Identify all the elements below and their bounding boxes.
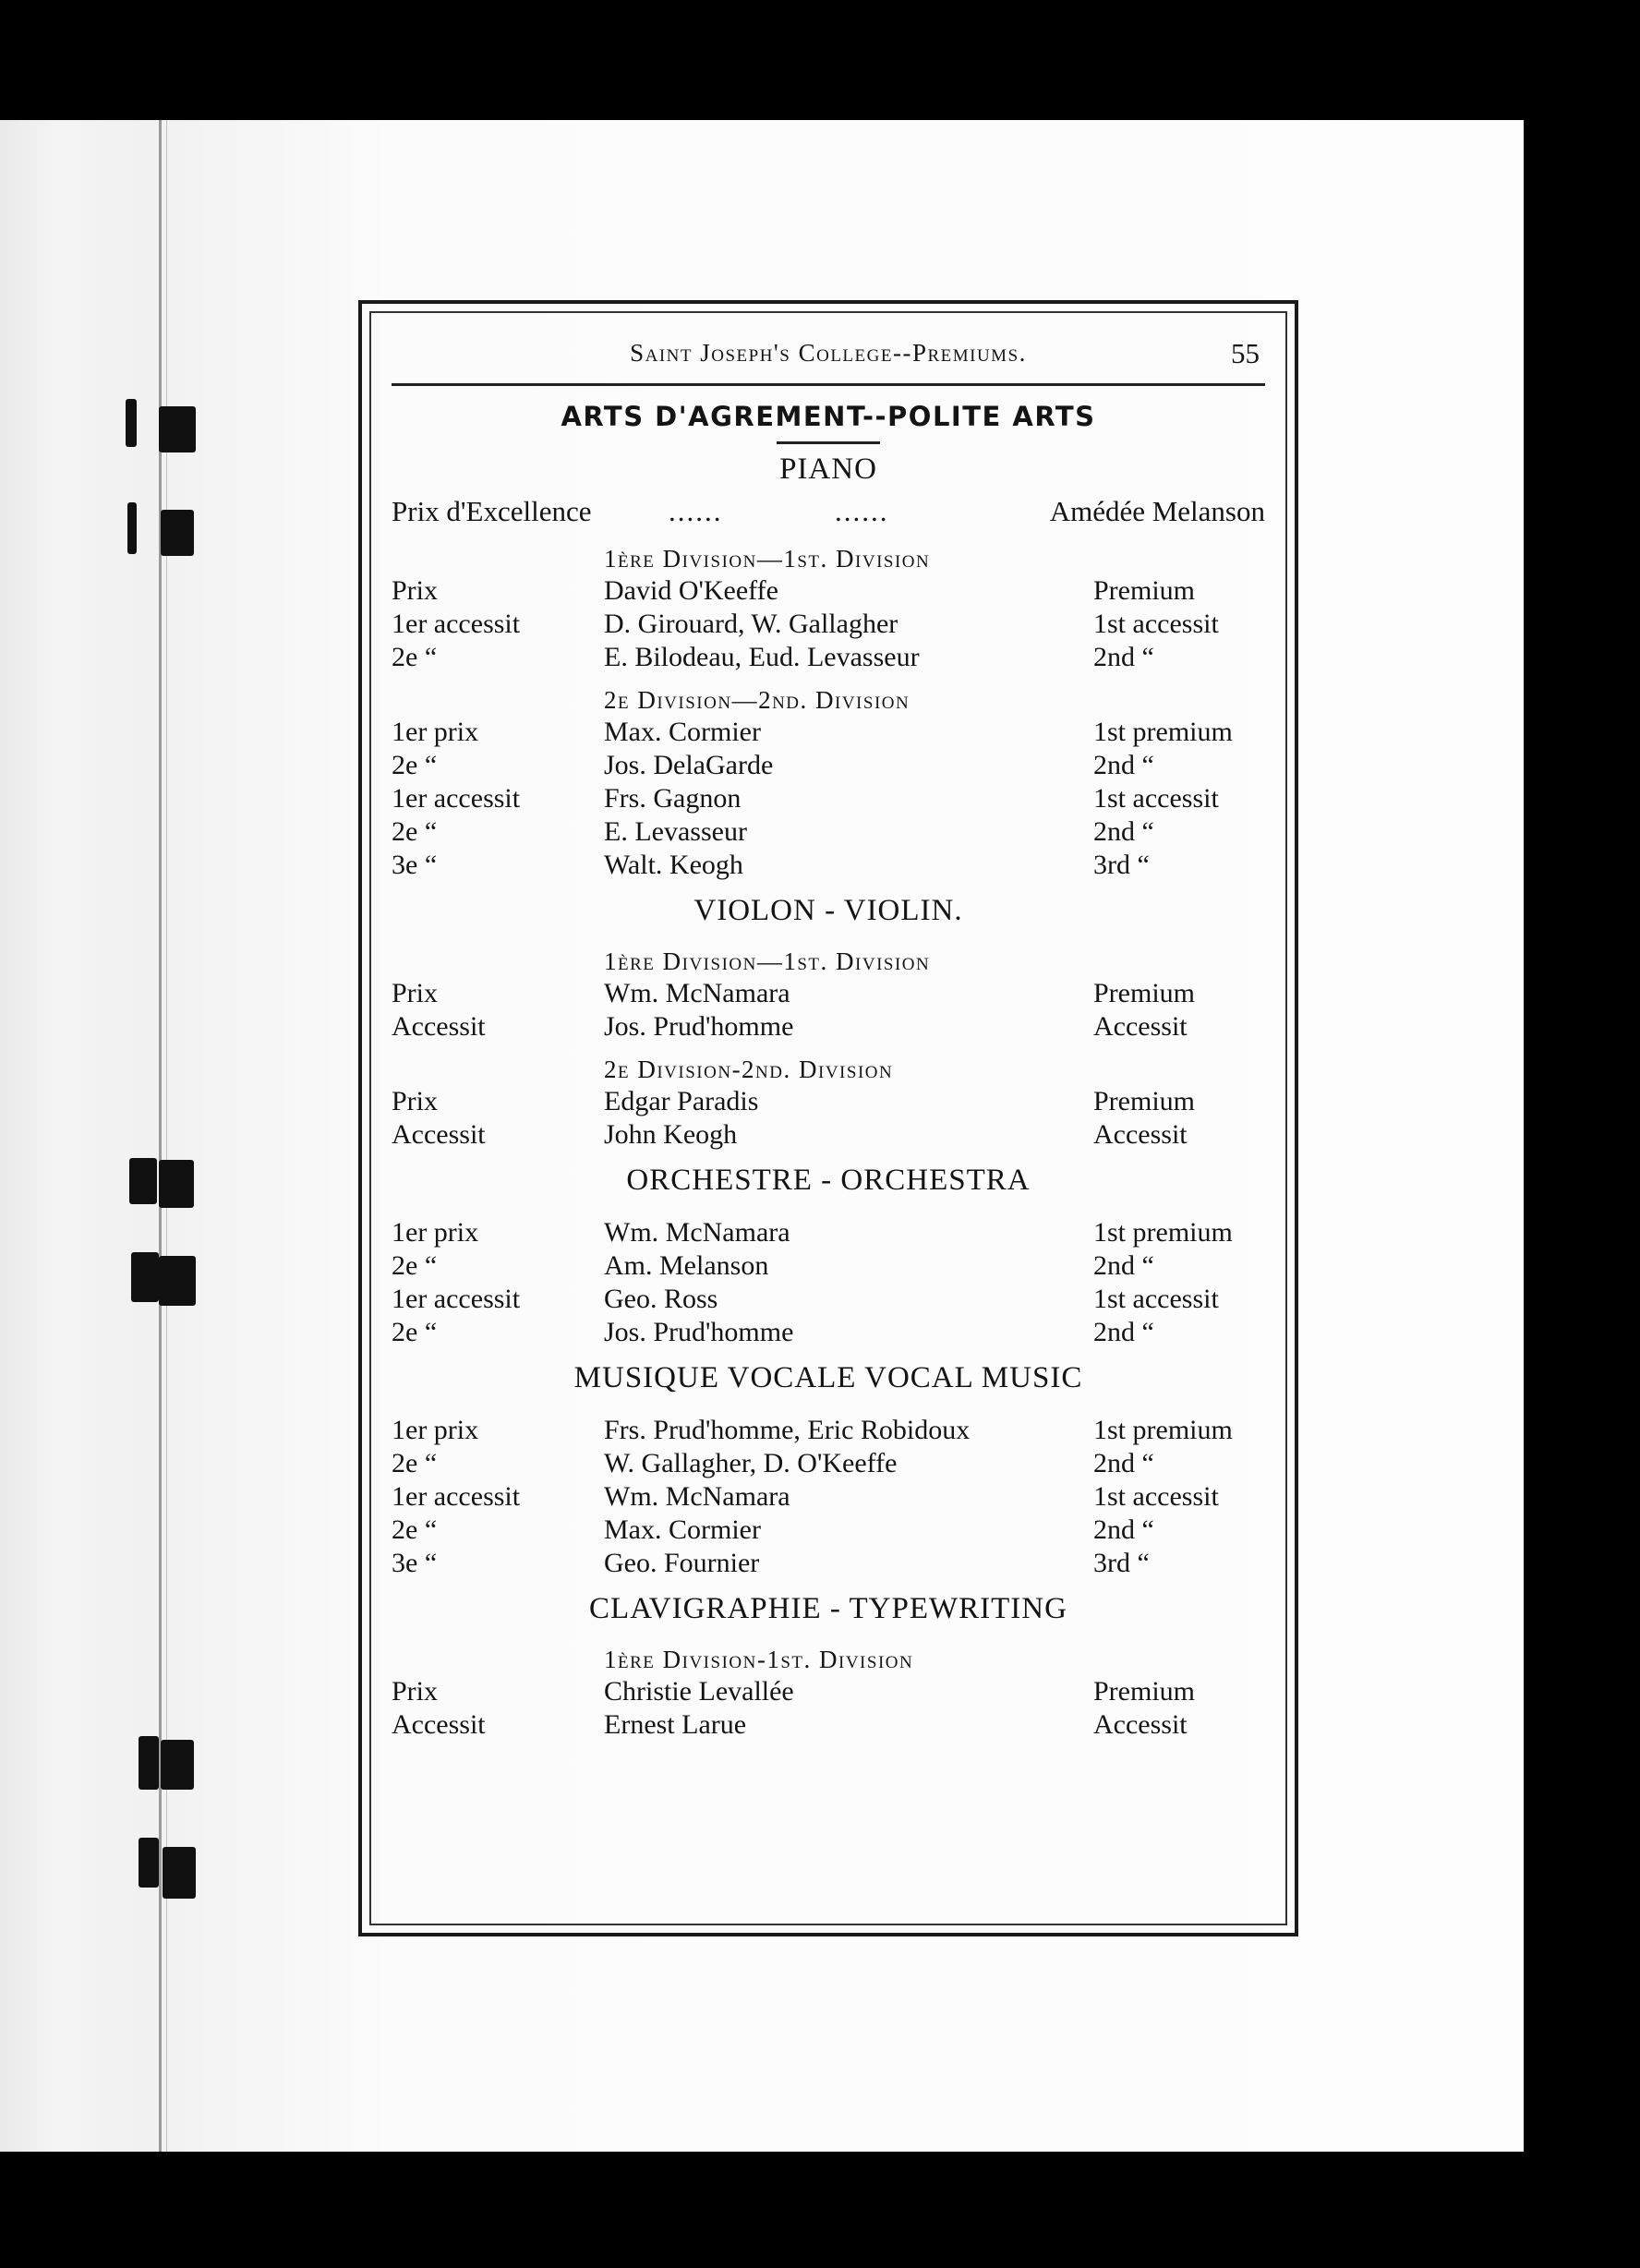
award-english: Accessit — [1093, 1119, 1188, 1150]
award-english: 2nd “ — [1093, 750, 1154, 780]
award-winner: Christie Levallée — [604, 1676, 794, 1707]
award-row — [392, 1547, 1265, 1580]
award-row — [392, 1708, 1265, 1742]
page-content — [392, 328, 1265, 1753]
leader-dots: ...... — [669, 495, 723, 527]
award-row — [392, 574, 1265, 608]
heading-rule — [777, 441, 880, 444]
award-row — [392, 1283, 1265, 1316]
award-list — [392, 1675, 1265, 1742]
award-row — [392, 608, 1265, 641]
main-heading: ARTS D'AGREMENT--POLITE ARTS — [561, 401, 1096, 432]
award-french: 1er accessit — [392, 1481, 521, 1512]
award-row — [392, 1675, 1265, 1708]
award-row — [392, 1414, 1265, 1447]
page-number: 55 — [1231, 337, 1260, 369]
award-french: 2e “ — [392, 1317, 438, 1347]
award-english: 2nd “ — [1093, 1250, 1154, 1281]
award-french: Prix — [392, 1086, 439, 1116]
award-french: Prix — [392, 1676, 439, 1707]
award-row — [392, 1010, 1265, 1044]
award-winner: Max. Cormier — [604, 1514, 761, 1545]
award-english: 2nd “ — [1093, 642, 1154, 672]
excellence-row — [392, 494, 1265, 529]
award-french: 3e “ — [392, 1548, 438, 1578]
award-winner: Wm. McNamara — [604, 1217, 790, 1248]
award-english: 3rd “ — [1093, 850, 1150, 880]
award-list — [392, 1414, 1265, 1580]
award-row — [392, 749, 1265, 782]
award-row — [392, 782, 1265, 815]
section-title-orchestra: ORCHESTRE - ORCHESTRA — [626, 1164, 1031, 1197]
award-winner: Wm. McNamara — [604, 1481, 790, 1512]
award-winner: John Keogh — [604, 1119, 738, 1150]
award-winner: Walt. Keogh — [604, 850, 743, 880]
award-winner: Jos. DelaGarde — [604, 750, 774, 780]
award-winner: E. Bilodeau, Eud. Levasseur — [604, 642, 920, 672]
award-list — [392, 977, 1265, 1044]
binding-mark — [139, 1838, 159, 1888]
award-english: Premium — [1093, 978, 1195, 1008]
award-winner: Wm. McNamara — [604, 978, 790, 1008]
binding-mark — [163, 1847, 196, 1899]
award-english: 1st premium — [1093, 717, 1233, 747]
award-winner: W. Gallagher, D. O'Keeffe — [604, 1448, 898, 1478]
award-french: 1er accessit — [392, 609, 521, 639]
award-french: 2e “ — [392, 642, 438, 672]
award-french: 2e “ — [392, 1250, 438, 1281]
award-winner: E. Levasseur — [604, 816, 747, 847]
award-winner: Jos. Prud'homme — [604, 1317, 794, 1347]
award-winner: Am. Melanson — [604, 1250, 769, 1281]
award-winner: Max. Cormier — [604, 717, 761, 747]
binding-mark — [131, 1252, 159, 1302]
division-title: 1ère Division—1st. Division — [604, 545, 931, 573]
binding-mark — [126, 399, 137, 447]
excellence-winner: Amédée Melanson — [1049, 495, 1265, 527]
award-row — [392, 1514, 1265, 1547]
running-head — [392, 328, 1265, 386]
award-list — [392, 574, 1265, 674]
award-row — [392, 815, 1265, 849]
award-row — [392, 977, 1265, 1010]
binding-mark — [161, 1740, 194, 1790]
award-french: Prix — [392, 575, 439, 606]
award-french: Accessit — [392, 1709, 486, 1740]
section-title-piano: PIANO — [779, 452, 877, 486]
award-french: 2e “ — [392, 1448, 438, 1478]
award-english: 2nd “ — [1093, 1514, 1154, 1545]
award-english: 1st accessit — [1093, 1481, 1219, 1512]
award-winner: D. Girouard, W. Gallagher — [604, 609, 898, 639]
award-french: 2e “ — [392, 816, 438, 847]
binding-mark — [139, 1736, 159, 1790]
award-english: 1st accessit — [1093, 609, 1219, 639]
award-row — [392, 1447, 1265, 1480]
award-english: 2nd “ — [1093, 1448, 1154, 1478]
division-title: 1ère Division-1st. Division — [604, 1646, 914, 1673]
award-winner: Geo. Fournier — [604, 1548, 760, 1578]
binding-mark — [129, 1158, 157, 1204]
award-row — [392, 1118, 1265, 1152]
award-french: 2e “ — [392, 750, 438, 780]
award-french: Prix — [392, 978, 439, 1008]
award-english: Premium — [1093, 575, 1195, 606]
award-english: 1st premium — [1093, 1217, 1233, 1248]
award-french: 1er prix — [392, 1415, 479, 1445]
binding-mark — [159, 1160, 194, 1208]
award-english: Accessit — [1093, 1709, 1188, 1740]
award-french: 1er prix — [392, 1217, 479, 1248]
excellence-label: Prix d'Excellence — [392, 495, 592, 527]
section-title-vocal: MUSIQUE VOCALE VOCAL MUSIC — [573, 1361, 1083, 1394]
award-row — [392, 1316, 1265, 1349]
award-french: 3e “ — [392, 850, 438, 880]
award-row — [392, 641, 1265, 674]
award-winner: Frs. Prud'homme, Eric Robidoux — [604, 1415, 971, 1445]
award-winner: David O'Keeffe — [604, 575, 778, 606]
section-title-typewriting: CLAVIGRAPHIE - TYPEWRITING — [589, 1592, 1067, 1625]
section-title-violin: VIOLON - VIOLIN. — [693, 894, 963, 927]
award-winner: Edgar Paradis — [604, 1086, 759, 1116]
division-title: 2e Division-2nd. Division — [604, 1056, 894, 1083]
award-french: 1er accessit — [392, 1284, 521, 1314]
award-row — [392, 1480, 1265, 1514]
award-french: Accessit — [392, 1119, 486, 1150]
binding-mark — [161, 510, 194, 556]
award-english: 2nd “ — [1093, 1317, 1154, 1347]
award-french: Accessit — [392, 1011, 486, 1042]
award-row — [392, 716, 1265, 749]
award-english: Accessit — [1093, 1011, 1188, 1042]
award-row — [392, 849, 1265, 882]
award-winner: Frs. Gagnon — [604, 783, 742, 814]
award-english: 2nd “ — [1093, 816, 1154, 847]
award-row — [392, 1249, 1265, 1283]
award-french: 2e “ — [392, 1514, 438, 1545]
award-winner: Jos. Prud'homme — [604, 1011, 794, 1042]
award-list — [392, 1216, 1265, 1349]
leader-dots: ...... — [835, 495, 889, 527]
award-english: 1st accessit — [1093, 1284, 1219, 1314]
award-list — [392, 1085, 1265, 1152]
award-english: Premium — [1093, 1676, 1195, 1707]
binding-mark — [159, 1256, 196, 1306]
award-english: 3rd “ — [1093, 1548, 1150, 1578]
award-english: 1st premium — [1093, 1415, 1233, 1445]
division-title: 2e Division—2nd. Division — [604, 686, 910, 714]
binding-mark — [127, 502, 137, 554]
award-french: 1er prix — [392, 717, 479, 747]
binding-mark — [159, 406, 196, 452]
running-title: Saint Joseph's College--Premiums. — [630, 339, 1027, 367]
award-english: 1st accessit — [1093, 783, 1219, 814]
award-french: 1er accessit — [392, 783, 521, 814]
award-row — [392, 1085, 1265, 1118]
award-row — [392, 1216, 1265, 1249]
award-list — [392, 716, 1265, 882]
award-winner: Geo. Ross — [604, 1284, 718, 1314]
division-title: 1ère Division—1st. Division — [604, 947, 931, 975]
award-english: Premium — [1093, 1086, 1195, 1116]
award-winner: Ernest Larue — [604, 1709, 747, 1740]
